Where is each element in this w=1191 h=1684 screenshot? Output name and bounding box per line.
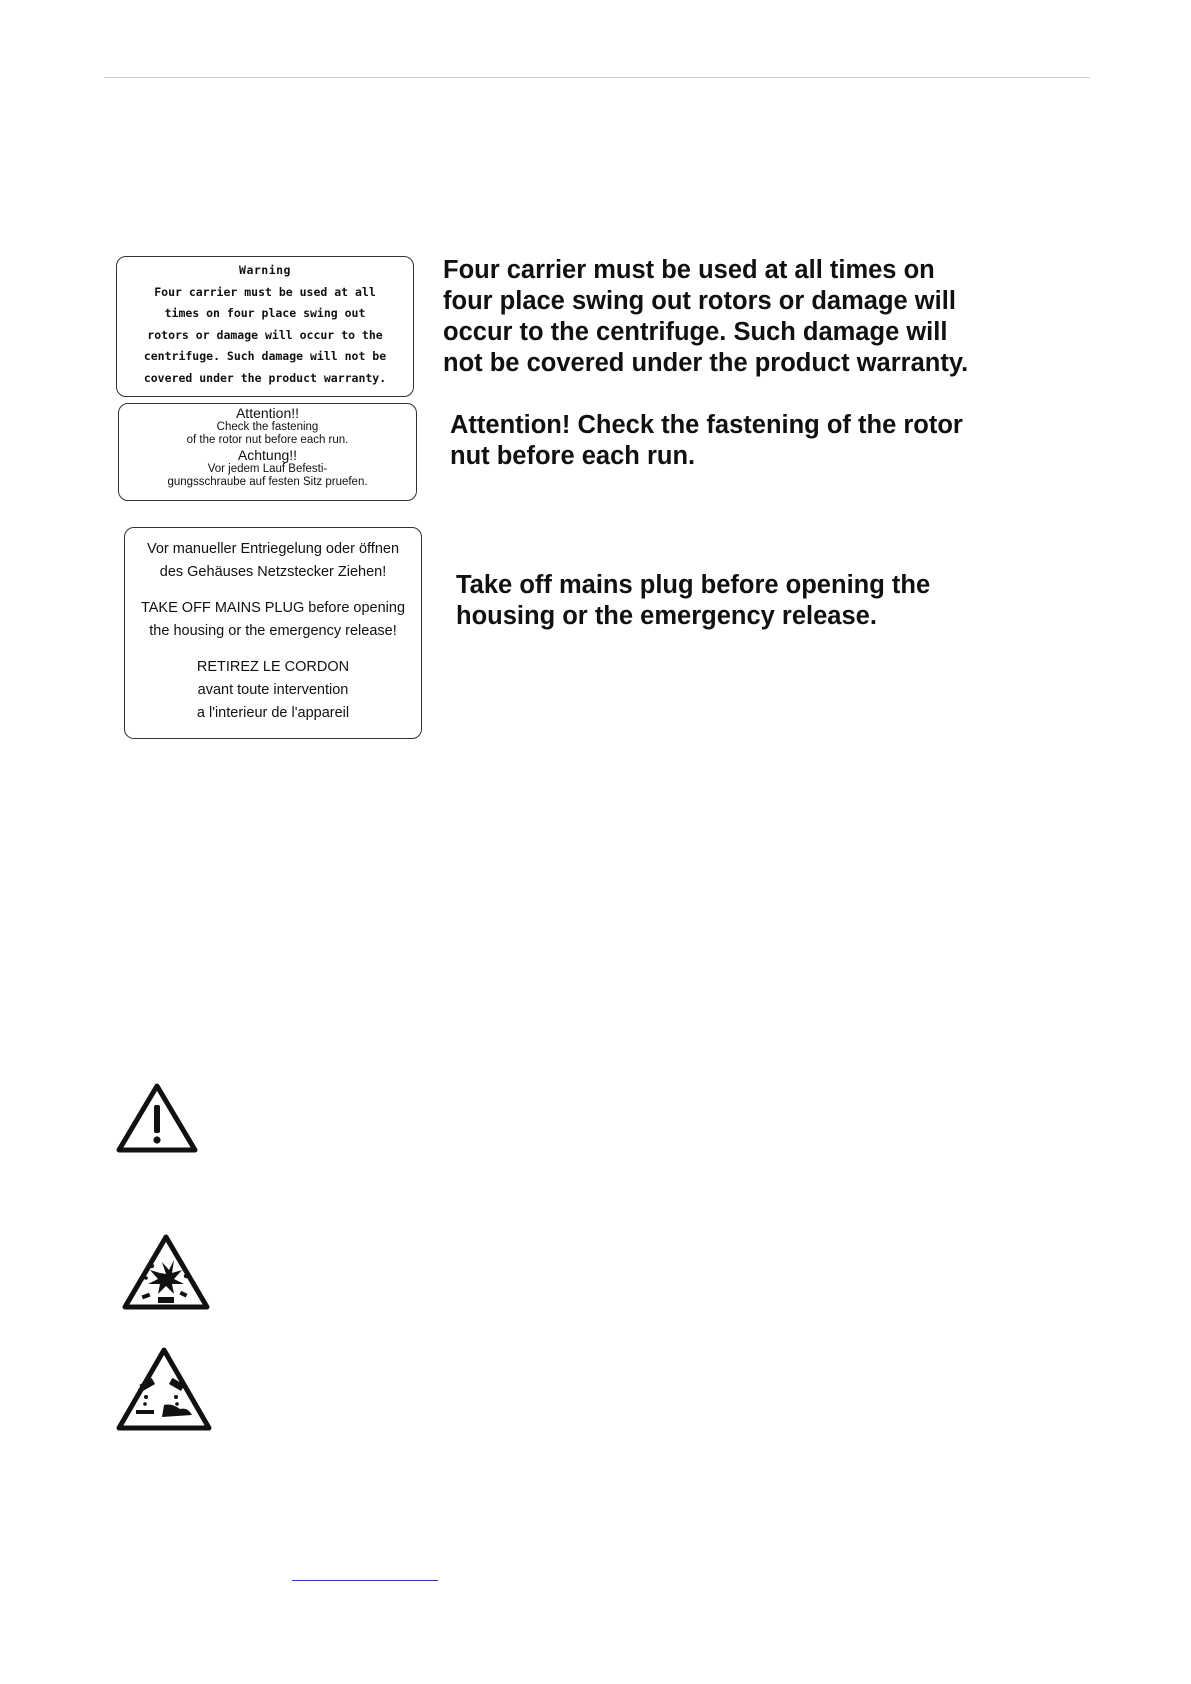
attention-label-line: Vor jedem Lauf Befesti- xyxy=(207,463,328,475)
warning-label-line: times on four place swing out xyxy=(164,306,366,320)
attention-label-line: of the rotor nut before each run. xyxy=(186,434,349,446)
attention-label-line: gungsschraube auf festen Sitz pruefen. xyxy=(167,476,368,488)
mains-plug-label xyxy=(124,527,422,739)
warning-label-line: centrifuge. Such damage will not be xyxy=(143,349,387,363)
mains-label-french-line: avant toute intervention xyxy=(197,682,349,698)
warning-description-line: four place swing out rotors or damage will xyxy=(443,287,956,315)
footer-link-underline[interactable] xyxy=(292,1580,438,1582)
mains-label-english-line: the housing or the emergency release! xyxy=(149,623,397,639)
mains-label-german-line: Vor manueller Entriegelung oder öffnen xyxy=(146,541,400,557)
mains-label-german-line: des Gehäuses Netzstecker Ziehen! xyxy=(159,564,387,580)
attention-label-line: Attention!! xyxy=(235,405,300,421)
mains-label-french-line: a l'interieur de l'appareil xyxy=(196,705,350,721)
warning-description-line: occur to the centrifuge. Such damage will xyxy=(443,318,948,346)
mains-label-english-line: TAKE OFF MAINS PLUG before opening xyxy=(140,600,406,616)
attention-description xyxy=(450,410,1050,472)
attention-label-line: Achtung!! xyxy=(237,447,298,463)
warning-label-line: covered under the product warranty. xyxy=(143,370,387,385)
warning-label-line: Four carrier must be used at all xyxy=(154,284,376,299)
attention-label-line: Check the fastening xyxy=(216,421,319,433)
warning-label xyxy=(116,256,414,397)
header-rule xyxy=(104,77,1090,78)
attention-description-line: Attention! Check the fastening of the rotor xyxy=(450,411,963,439)
mains-label-french-line: RETIREZ LE CORDON xyxy=(196,659,350,675)
mains-plug-description xyxy=(456,570,1056,632)
warning-label-title: Warning xyxy=(239,263,291,277)
corrosive-hazard-icon xyxy=(116,1347,212,1431)
attention-description-line: nut before each run. xyxy=(450,442,696,470)
attention-label xyxy=(118,403,417,501)
warning-label-line: rotors or damage will occur to the xyxy=(147,327,383,342)
warning-description-line: not be covered under the product warranty. xyxy=(443,349,969,377)
warning-description xyxy=(443,255,1083,379)
explosive-hazard-icon xyxy=(122,1234,210,1310)
warning-triangle-icon xyxy=(116,1083,198,1153)
mains-description-line: Take off mains plug before opening the xyxy=(456,571,931,599)
mains-description-line: housing or the emergency release. xyxy=(456,602,877,630)
warning-description-line: Four carrier must be used at all times on xyxy=(443,256,935,284)
